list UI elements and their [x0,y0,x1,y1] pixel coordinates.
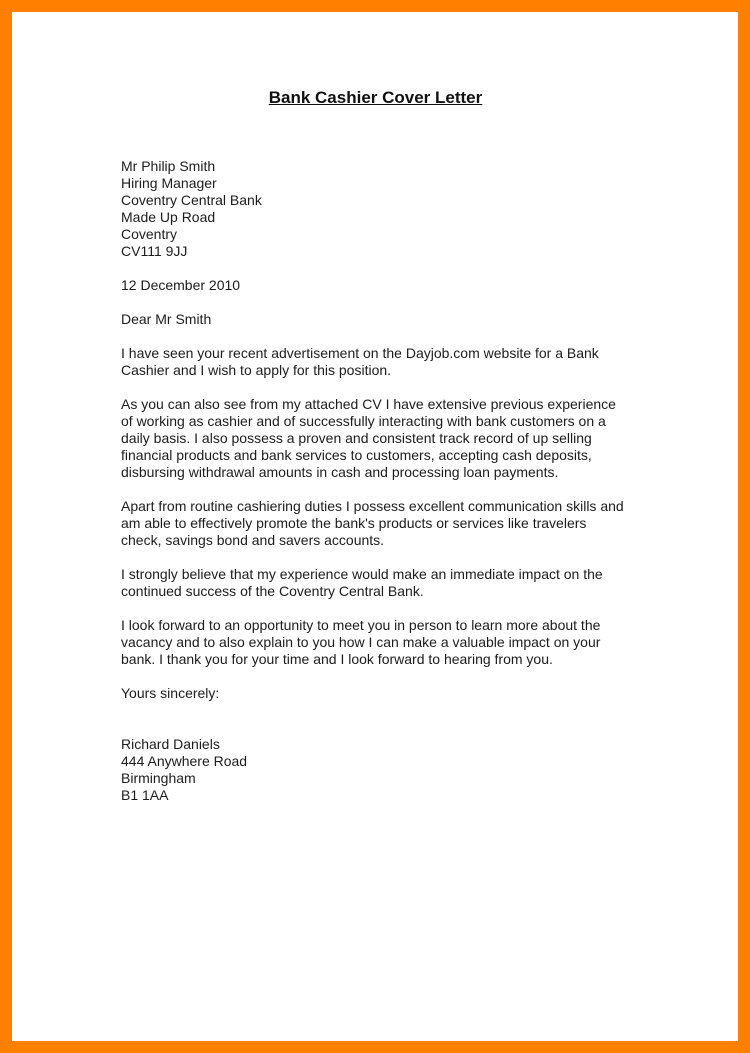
letter-body [12,12,738,844]
closing: Yours sincerely: [121,685,220,701]
sender-name: Richard Daniels [121,736,220,752]
paragraph-meeting: I look forward to an opportunity to meet you in person to learn more about the vacancy and to also explain to you how I can make a valuable impact on your bank. I thank you for your time and I look forward to hearing from you. [121,617,601,667]
recipient-company: Coventry Central Bank [121,192,262,208]
paragraph-experience: As you can also see from my attached CV I have extensive previous experience of working as cashier and of successfully interacting with bank customers on a daily basis. I also possess a proven and consistent track record of up selling financial products and bank services to customers, accepting cash deposits, disbursing withdrawal amounts in cash and processing loan payments. [121,396,616,480]
letter-title: Bank Cashier Cover Letter [268,88,483,107]
sender-city: Birmingham [121,770,196,786]
recipient-city: Coventry [121,226,178,242]
recipient-postcode: CV111 9JJ [121,243,188,259]
recipient-street: Made Up Road [121,209,216,225]
sender-address-block [121,736,630,804]
paragraph-impact: I strongly believe that my experience would make an immediate impact on the continued success of the Coventry Central Bank. [121,566,603,599]
sender-postcode: B1 1AA [121,787,169,803]
paragraph-intro: I have seen your recent advertisement on the Dayjob.com website for a Bank Cashier and I wish to apply for this position. [121,345,599,378]
letter-date: 12 December 2010 [121,277,241,293]
recipient-address-block [121,158,630,260]
paragraph-skills: Apart from routine cashiering duties I possess excellent communication skills and am able to effectively promote the bank's products or services like travelers check, savings bond and savers accounts. [121,498,624,548]
sender-street: 444 Anywhere Road [121,753,248,769]
recipient-name: Mr Philip Smith [121,158,216,174]
recipient-job-title: Hiring Manager [121,175,217,191]
salutation: Dear Mr Smith [121,311,212,327]
